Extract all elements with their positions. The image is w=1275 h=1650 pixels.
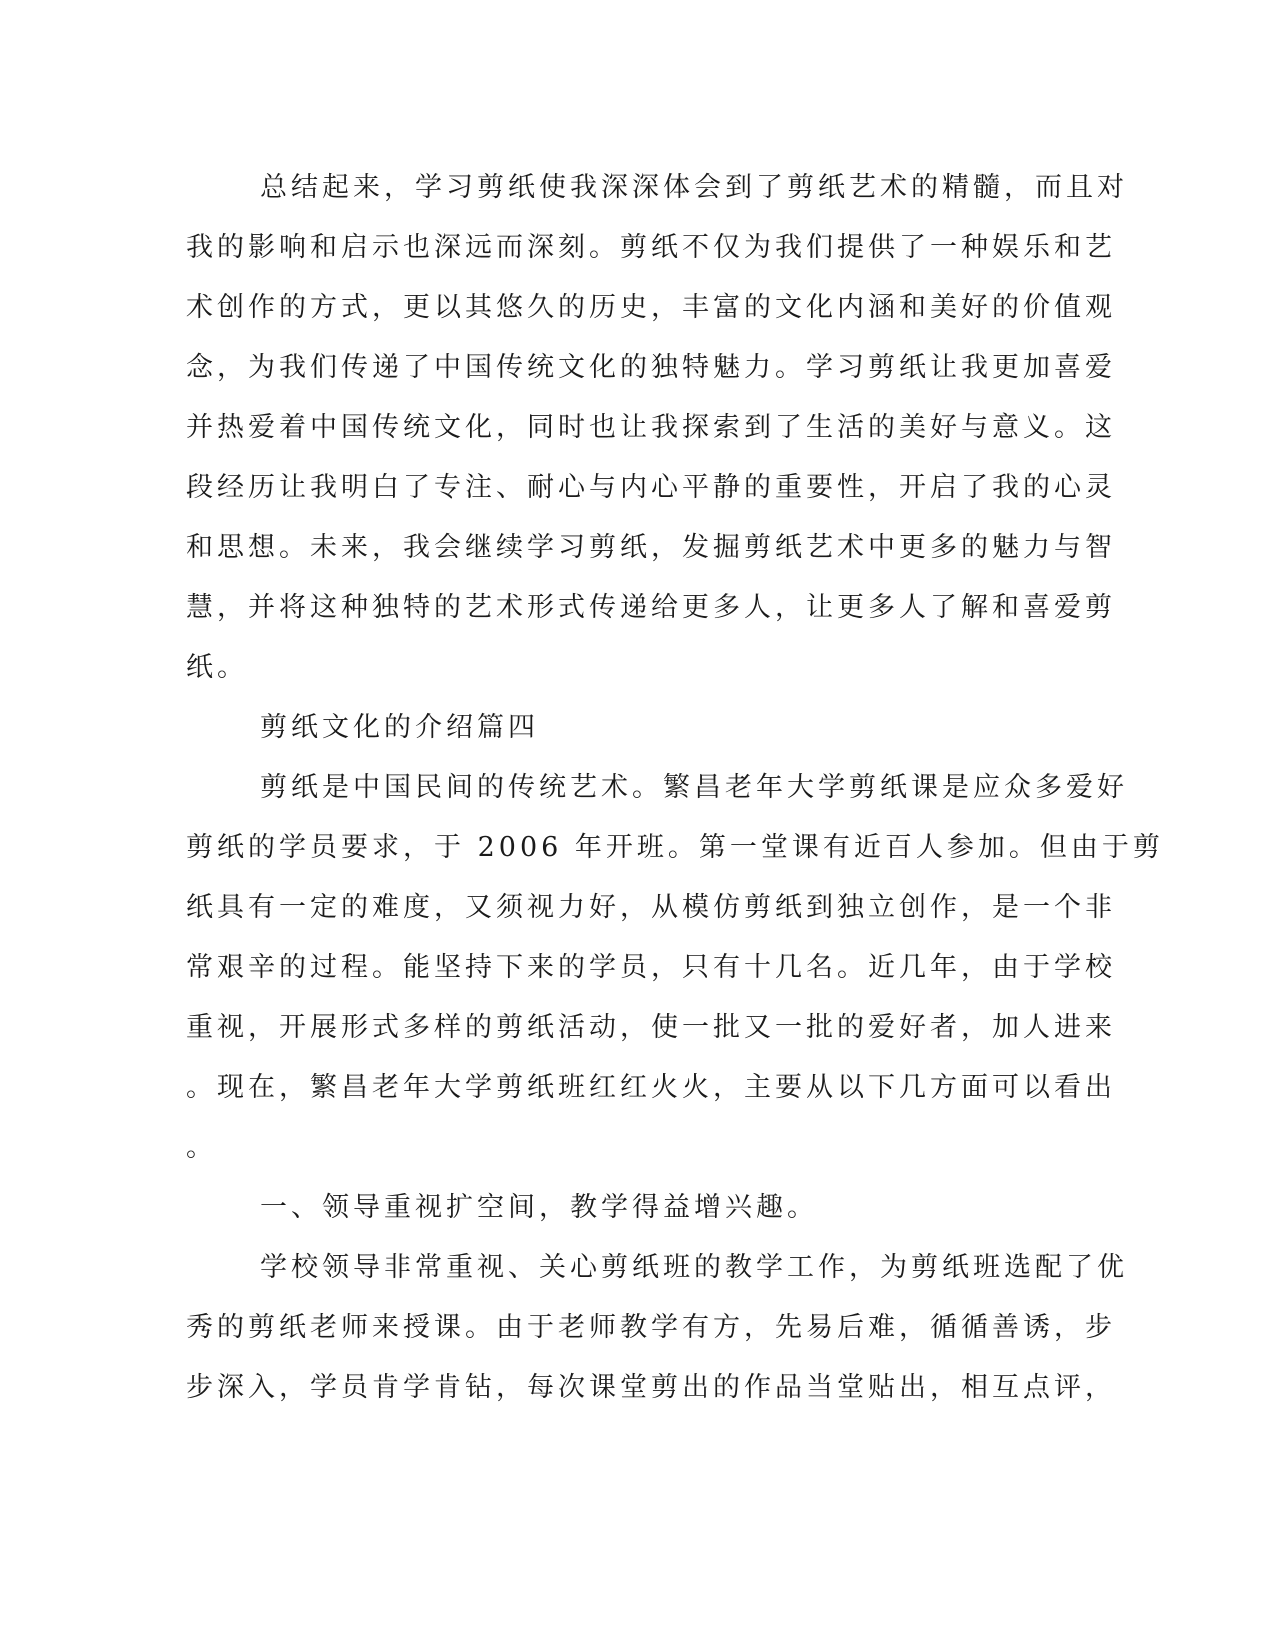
- paragraph-line: 并热爱着中国传统文化，同时也让我探索到了生活的美好与意义。这: [186, 412, 1116, 443]
- paragraph-line: 秀的剪纸老师来授课。由于老师教学有方，先易后难，循循善诱，步: [186, 1312, 1116, 1343]
- section-heading-text: 剪纸文化的介绍篇四: [260, 712, 539, 743]
- paragraph-line: 慧，并将这种独特的艺术形式传递给更多人，让更多人了解和喜爱剪: [186, 592, 1116, 623]
- paragraph-line: 重视，开展形式多样的剪纸活动，使一批又一批的爱好者，加人进来: [186, 1012, 1116, 1043]
- paragraph-line: 总结起来，学习剪纸使我深深体会到了剪纸艺术的精髓，而且对: [260, 172, 1128, 203]
- paragraph-line: 步深入，学员肯学肯钻，每次课堂剪出的作品当堂贴出，相互点评，: [186, 1372, 1116, 1403]
- paragraph-line: 。: [186, 1132, 217, 1163]
- subheading-text: 一、领导重视扩空间，教学得益增兴趣。: [260, 1192, 818, 1223]
- paragraph-line: 。现在，繁昌老年大学剪纸班红红火火，主要从以下几方面可以看出: [186, 1072, 1116, 1103]
- paragraph-intro: [186, 758, 1164, 1178]
- paragraph-teaching: [186, 1238, 1128, 1418]
- paragraph-line: 念，为我们传递了中国传统文化的独特魅力。学习剪纸让我更加喜爱: [186, 352, 1116, 383]
- paragraph-line: 剪纸的学员要求，于 2006 年开班。第一堂课有近百人参加。但由于剪: [186, 832, 1164, 863]
- document-body: [186, 158, 1164, 1418]
- section-heading: [186, 698, 1066, 758]
- paragraph-line: 段经历让我明白了专注、耐心与内心平静的重要性，开启了我的心灵: [186, 472, 1116, 503]
- paragraph-summary: [186, 158, 1128, 698]
- subheading: [186, 1178, 1066, 1238]
- paragraph-line: 术创作的方式，更以其悠久的历史，丰富的文化内涵和美好的价值观: [186, 292, 1116, 323]
- paragraph-line: 常艰辛的过程。能坚持下来的学员，只有十几名。近几年，由于学校: [186, 952, 1116, 983]
- paragraph-line: 纸具有一定的难度，又须视力好，从模仿剪纸到独立创作，是一个非: [186, 892, 1116, 923]
- paragraph-line: 我的影响和启示也深远而深刻。剪纸不仅为我们提供了一种娱乐和艺: [186, 232, 1116, 263]
- paragraph-line: 纸。: [186, 652, 248, 683]
- paragraph-line: 和思想。未来，我会继续学习剪纸，发掘剪纸艺术中更多的魅力与智: [186, 532, 1116, 563]
- paragraph-line: 剪纸是中国民间的传统艺术。繁昌老年大学剪纸课是应众多爱好: [260, 772, 1128, 803]
- paragraph-line: 学校领导非常重视、关心剪纸班的教学工作，为剪纸班选配了优: [260, 1252, 1128, 1283]
